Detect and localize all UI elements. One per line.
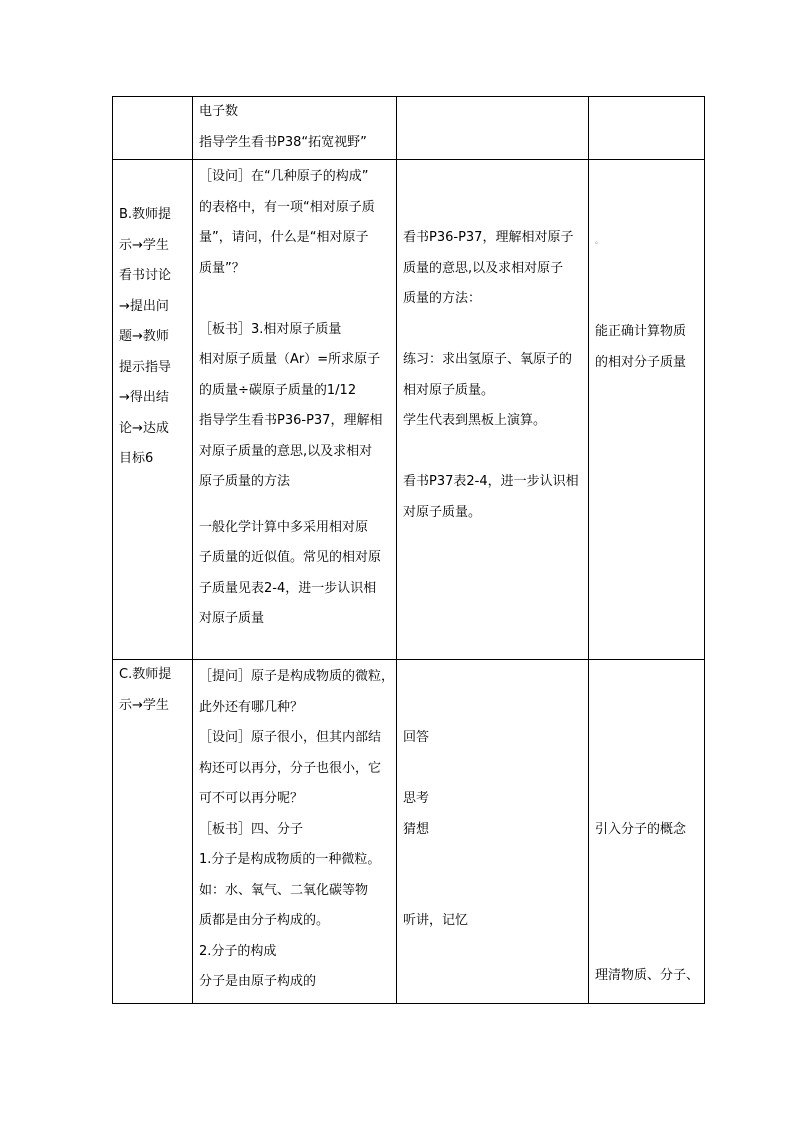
text-line: 对原子质量。 — [403, 504, 482, 520]
text-line: 质量的意思,以及求相对原子 — [403, 260, 564, 276]
text-line: C.教师提 — [119, 667, 172, 682]
text-line: →得出结 — [119, 390, 169, 405]
text-line: ［设问］在“几种原子的构成” — [199, 169, 369, 184]
text-line: 原子质量的方法 — [199, 474, 291, 489]
text-line: 电子数 — [199, 104, 239, 119]
text-line: 目标6 — [119, 451, 154, 466]
student-activity-cell — [397, 97, 589, 160]
student-activity-cell — [397, 660, 589, 1004]
goal-mark: 。 — [595, 236, 603, 245]
text-line: 对原子质量 — [199, 611, 265, 626]
text-line: ［板书］四、分子 — [199, 821, 304, 837]
text-line: ［板书］3.相对原子质量 — [199, 321, 342, 337]
text-line: B.教师提 — [119, 207, 172, 222]
text-line: 题→教师 — [119, 329, 169, 344]
student-activity-cell — [397, 160, 589, 660]
goal-cell — [589, 160, 705, 660]
text-line: 1.分子是构成物质的一种微粒。 — [199, 852, 381, 867]
text-line: 质都是由分子构成的。 — [199, 913, 330, 928]
text-line: 可不可以再分呢？ — [199, 791, 304, 806]
teacher-activity-cell — [193, 660, 397, 1004]
text-line: 指导学生看书P36-P37，理解相 — [199, 413, 383, 428]
phase-cell — [113, 97, 193, 160]
text-line: 看书P37表2-4，进一步认识相 — [403, 474, 579, 489]
text-line: 练习：求出氢原子、氧原子的 — [403, 352, 573, 367]
text-line: 质量的方法： — [403, 291, 482, 306]
text-line: 猜想 — [403, 821, 430, 837]
phase-cell — [113, 160, 193, 660]
teacher-activity-cell — [193, 97, 397, 160]
text-line: 此外还有哪几种？ — [199, 699, 304, 715]
text-line: 示→学生 — [119, 237, 169, 253]
text-line: 子质量见表2-4，进一步认识相 — [199, 580, 377, 596]
text-line: 提示指导 — [119, 359, 172, 375]
text-line: 质量”？ — [199, 260, 245, 276]
text-line: 听讲，记忆 — [403, 913, 469, 928]
text-line: 分子是由原子构成的 — [199, 974, 317, 989]
text-line: 理清物质、分子、 — [595, 968, 700, 983]
text-line: 看书讨论 — [119, 268, 172, 283]
text-line: 相对原子质量。 — [403, 382, 495, 398]
text-line: ［提问］原子是构成物质的微粒， — [199, 669, 395, 684]
text-line: 回答 — [403, 730, 430, 745]
goal-cell — [589, 660, 705, 1004]
table-row — [113, 97, 705, 160]
text-line: 的质量÷碳原子质量的1/12 — [199, 382, 357, 398]
text-line: 示→学生 — [119, 697, 169, 713]
text-line: 的相对分子质量 — [595, 354, 687, 370]
text-line: 相对原子质量（Ar）=所求原子 — [199, 352, 381, 367]
text-line: 引入分子的概念 — [595, 822, 687, 837]
text-line: 能正确计算物质 — [595, 324, 687, 339]
text-line: 如：水、氧气、二氧化碳等物 — [199, 882, 369, 898]
table-row — [113, 660, 705, 1004]
text-line: 对原子质量的意思,以及求相对 — [199, 443, 373, 459]
text-line: 2.分子的构成 — [199, 943, 277, 959]
text-line: 指导学生看书P38“拓宽视野” — [199, 134, 367, 150]
text-line: 的表格中，有一项“相对原子质 — [199, 199, 375, 215]
text-line: 子质量的近似值。常见的相对原 — [199, 550, 382, 565]
goal-cell — [589, 97, 705, 160]
text-line: 看书P36-P37，理解相对原子 — [403, 230, 574, 245]
phase-cell — [113, 660, 193, 1004]
text-line: 论→达成 — [119, 420, 169, 436]
text-line: ［设问］原子很小，但其内部结 — [199, 730, 382, 745]
lesson-plan-table — [112, 96, 705, 1004]
text-line: 构还可以再分，分子也很小，它 — [199, 760, 382, 776]
text-line: 一般化学计算中多采用相对原 — [199, 519, 369, 535]
text-line: 学生代表到黑板上演算。 — [403, 413, 547, 428]
teacher-activity-cell — [193, 160, 397, 660]
text-line: 量”，请问，什么是“相对原子 — [199, 230, 369, 245]
table-row — [113, 160, 705, 660]
text-line: →提出问 — [119, 298, 169, 314]
text-line: 思考 — [403, 791, 430, 806]
